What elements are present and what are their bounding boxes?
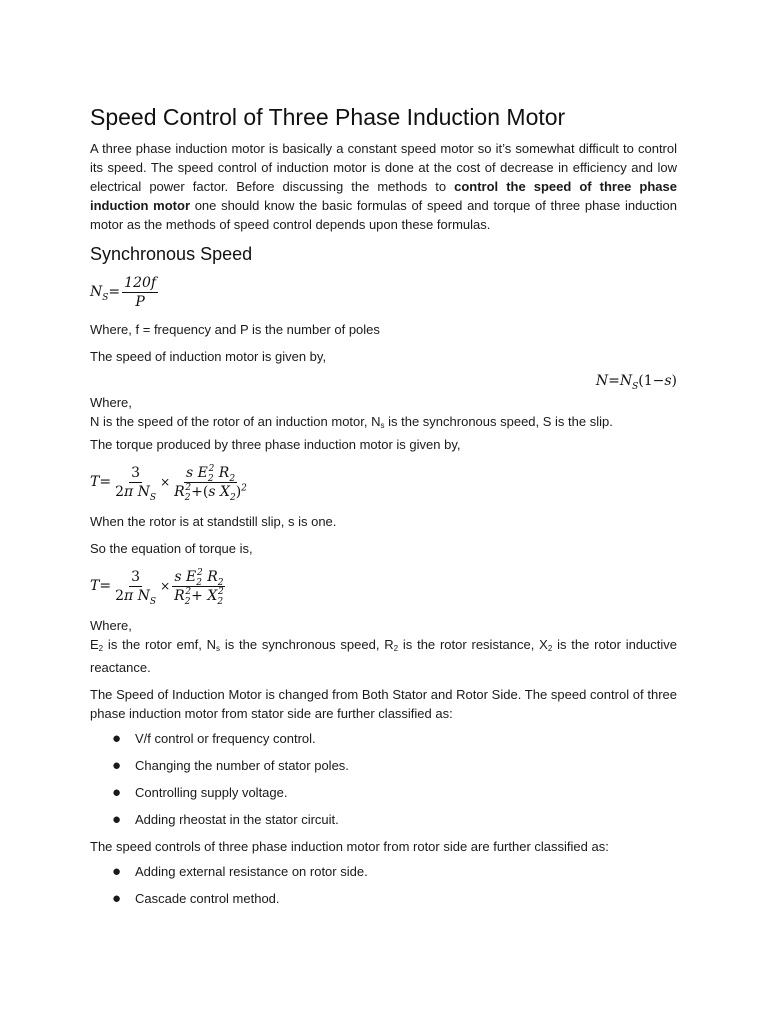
list-item: ● Cascade control method. [112, 890, 280, 907]
formula-rotor-speed: $N=N_S(1-s)$ [595, 373, 677, 392]
stator-methods-list [90, 729, 677, 829]
formula-torque-running: T = $\frac{3}{2\pi N_S}$ × $\frac{s E_2^2 R_2}{R_2^2+(s X_2)^2}$ [90, 463, 247, 503]
rotor-speed-description: N is the speed of the rotor of an induction motor, Ns is the synchronous speed, S is the slip. [90, 414, 613, 430]
bullet-icon: ● [112, 730, 122, 747]
intro-paragraph: A three phase induction motor is basically a constant speed motor so it’s somewhat difficult to control its speed. The speed control of induction motor is done at the cost of decrease in efficiency and low electrical power factor. Before discussing the methods to control the speed of three phase induction motor one should know the basic formulas of speed and torque of three phase induction motor as the methods of speed control depends upon these formulas. [90, 141, 677, 232]
list-item: ● V/f control or frequency control. [112, 730, 316, 747]
standstill-text: When the rotor is at standstill slip, s is one. [90, 514, 337, 529]
section-heading-synchronous-speed: Synchronous Speed [90, 244, 253, 264]
rotor-methods-list [90, 862, 677, 908]
document-content [90, 102, 677, 916]
formula-torque-standstill: T = $\frac{3}{2\pi N_S}$ × $\frac{s E_2^2 R_2}{R_2^2+ X_2^2}$ [90, 567, 224, 607]
where-label-1: Where, [90, 395, 132, 410]
rotor-side-intro: The speed controls of three phase induction motor from rotor side are further classified as: [90, 839, 609, 854]
bullet-icon: ● [112, 890, 122, 907]
torque-intro-text: The torque produced by three phase induction motor is given by, [90, 437, 461, 452]
page-title: Speed Control of Three Phase Induction Motor [90, 104, 566, 130]
list-item: ● Adding external resistance on rotor side. [112, 863, 368, 880]
list-item: ● Changing the number of stator poles. [112, 757, 349, 774]
intro-bold-phrase: control the speed of three phase induction motor [90, 179, 677, 213]
list-item: ● Adding rheostat in the stator circuit. [112, 811, 339, 828]
where-frequency-text: Where, f = frequency and P is the number of poles [90, 322, 380, 337]
torque-equation-intro: So the equation of torque is, [90, 541, 253, 556]
formula-synchronous-speed: $N_S$ = $\frac{120f}{P}$ [90, 274, 157, 310]
emf-description: E2 is the rotor emf, Ns is the synchronous speed, R2 is the rotor resistance, X2 is the rotor inductive reactance. [90, 637, 678, 675]
list-item: ● Controlling supply voltage. [112, 784, 288, 801]
bullet-icon: ● [112, 784, 122, 801]
bullet-icon: ● [112, 863, 122, 880]
where-label-2: Where, [90, 618, 132, 633]
bullet-icon: ● [112, 811, 122, 828]
bullet-icon: ● [112, 757, 122, 774]
speed-given-text: The speed of induction motor is given by, [90, 349, 327, 364]
stator-side-intro: The Speed of Induction Motor is changed from Both Stator and Rotor Side. The speed control of three phase induction motor from stator side are further classified as: [90, 687, 677, 721]
